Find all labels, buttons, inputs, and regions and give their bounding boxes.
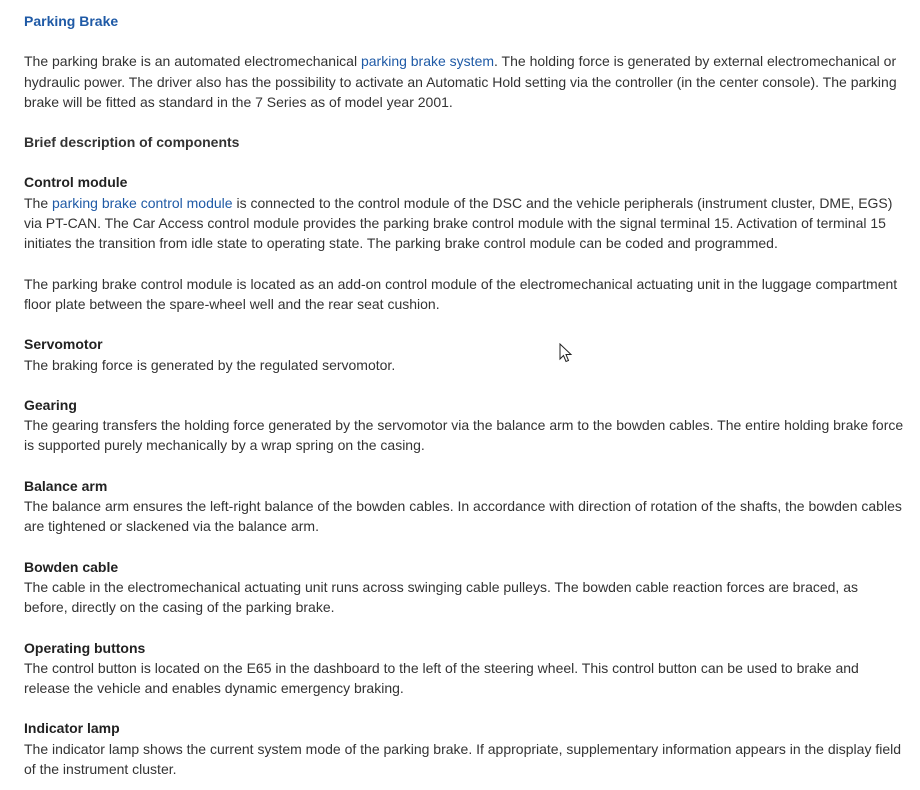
control-module-text-end: is connected to the control module of the DSC and the vehicle peripherals (instrument cluster, DME, EGS) via PT-CAN. The Car Access control module provides the parking brake control module with the signal terminal 15. Activation of terminal 15 initiates the transition from idle state to operating state. The parking brake control module can be coded and programmed. [24,194,893,252]
section-servomotor [24,334,904,375]
brief-description-heading: Brief description of components [24,134,240,151]
section-heading: Servomotor [24,336,103,353]
section-heading: Indicator lamp [24,720,120,737]
parking-brake-control-module-link[interactable]: parking brake control module [52,194,233,211]
section-indicator-lamp [24,718,904,779]
section-heading: Control module [24,174,128,191]
section-text: The control button is located on the E65 in the dashboard to the left of the steering wheel. This control button can be used to brake and release the vehicle and enables dynamic emergency braking. [24,659,859,697]
section-heading: Balance arm [24,477,108,494]
intro-text-start: The parking brake is an automated electromechanical [24,53,361,70]
section-balance-arm [24,476,904,537]
section-heading: Gearing [24,396,77,413]
section-control-module [24,172,904,253]
section-text: The cable in the electromechanical actuating unit runs across swinging cable pulleys. The bowden cable reaction forces are braced, as before, directly on the casing of the parking brake. [24,578,858,616]
section-operating-buttons [24,638,904,699]
intro-text-end: . The holding force is generated by external electromechanical or hydraulic power. The driver also has the possibility to activate an Automatic Hold setting via the controller (in the center console). The parking brake will be fitted as standard in the 7 Series as of model year 2001. [24,53,897,110]
intro-paragraph [24,51,904,112]
control-module-text-start: The [24,194,53,211]
section-text: The indicator lamp shows the current system mode of the parking brake. If appropriate, supplementary information appears in the display field of the instrument cluster. [24,740,902,778]
control-module-location-paragraph: The parking brake control module is located as an add-on control module of the electromechanical actuating unit in the luggage compartment floor plate between the spare-wheel well and the rear seat cushion. [24,275,898,312]
section-text: The braking force is generated by the regulated servomotor. [24,356,396,373]
section-gearing [24,395,904,456]
page-title: Parking Brake [24,13,119,29]
article [24,11,904,790]
section-bowden-cable [24,557,904,618]
section-text: The gearing transfers the holding force generated by the servomotor via the balance arm to the bowden cables. The entire holding brake force is supported purely mechanically by a wrap spring on the casing. [24,417,904,454]
section-heading: Operating buttons [24,639,146,656]
parking-brake-system-link[interactable]: parking brake system [360,53,495,70]
section-heading: Bowden cable [24,558,119,575]
mouse-cursor-icon [559,343,573,363]
section-text [24,193,904,254]
section-text: The balance arm ensures the left-right balance of the bowden cables. In accordance with direction of rotation of the shafts, the bowden cables are tightened or slackened via the balance arm. [24,498,902,535]
